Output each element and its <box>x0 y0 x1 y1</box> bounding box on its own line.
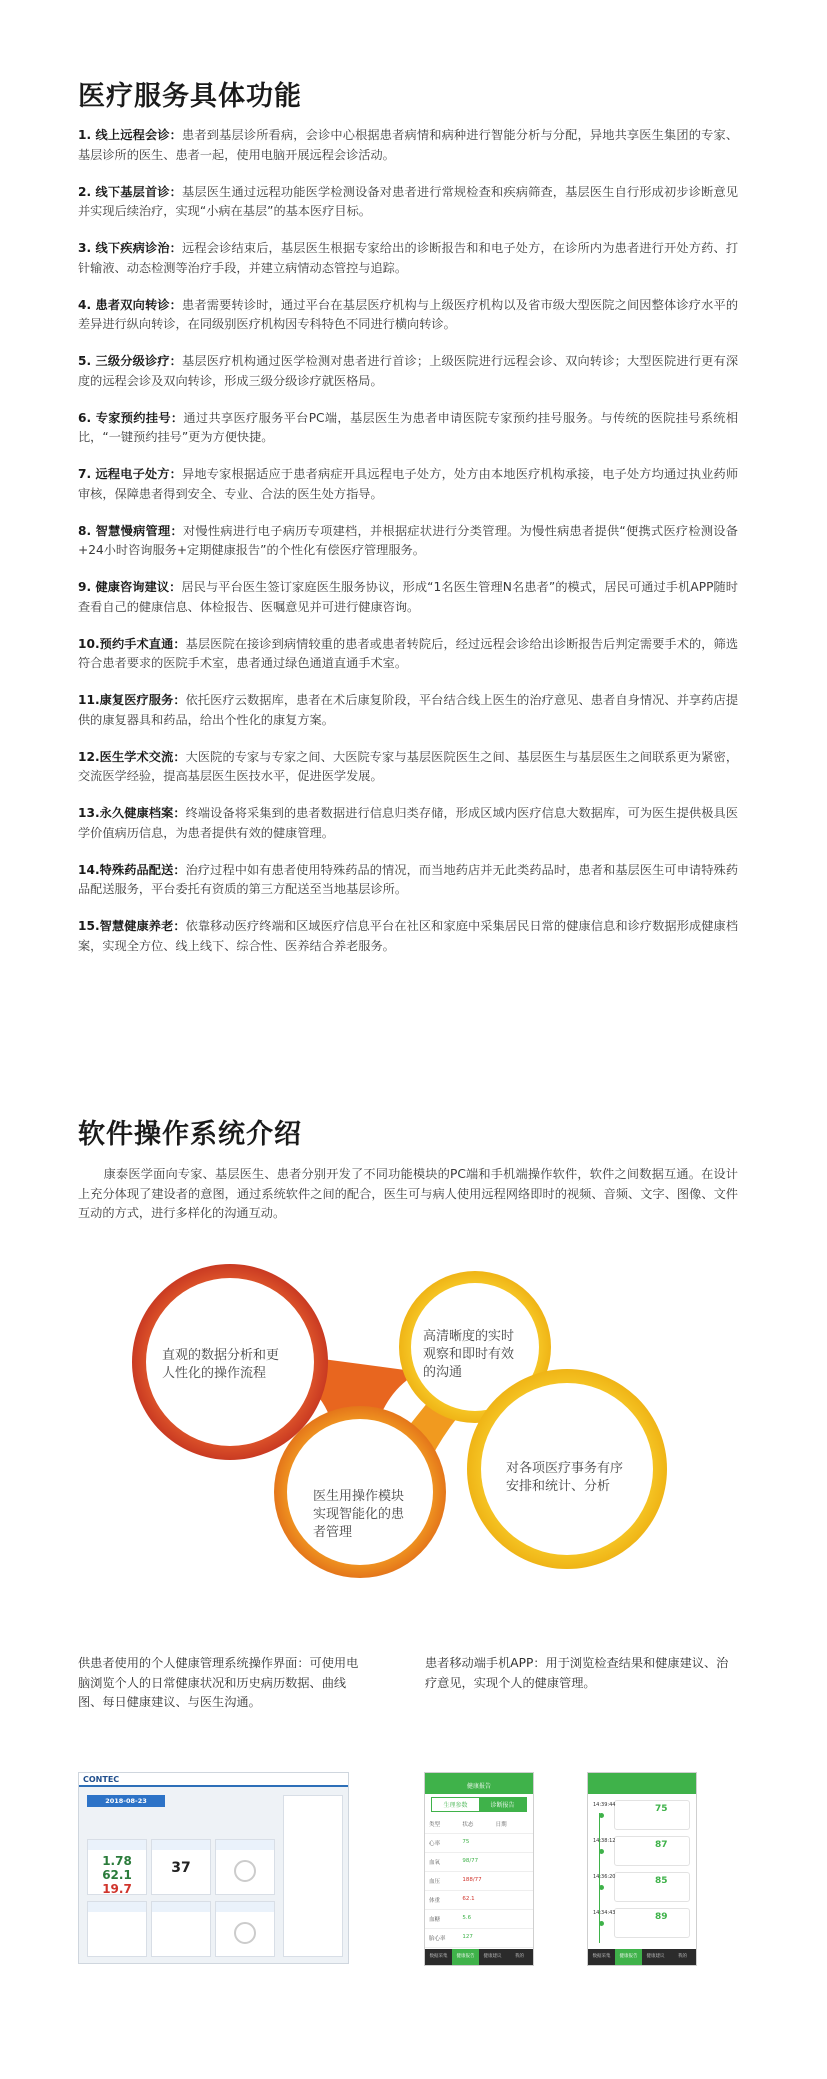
feature-bubbles-diagram <box>120 1262 680 1592</box>
bubble-text: 观察和即时有效 <box>423 1347 515 1362</box>
list-item: 6. 专家预约挂号：通过共享医疗服务平台PC端，基层医生为患者申请医院专家预约挂号服务。与传统的医院挂号系统相比，“一键预约挂号”更为方便快捷。 <box>78 410 739 444</box>
list-item: 5. 三级分级诊疗：基层医疗机构通过医学检测对患者进行首诊；上级医院进行远程会诊、双向转诊；大型医院进行更有深度的远程会诊及双向转诊，形成三级分级诊疗就医格局。 <box>78 354 739 388</box>
nav-mine[interactable]: 我的 <box>515 1954 524 1959</box>
list-item: 7. 远程电子处方：异地专家根据适应于患者病症开具远程电子处方，处方由本地医疗机构承接，电子处方均通过执业药师审核，保障患者得到安全、专业、合法的医生处方指导。 <box>78 467 739 501</box>
table-row[interactable]: 血压 188/77 <box>425 1872 533 1891</box>
list-item: 14.特殊药品配送：治疗过程中如有患者使用特殊药品的情况，而当地药店并无此类药品时，患者和基层医生可申请特殊药品配送服务，平台委托有资质的第三方配送至当地基层诊所。 <box>78 862 739 896</box>
phone-heart-rate-timeline <box>587 1772 697 1966</box>
list-item: 9. 健康咨询建议：居民与平台医生签订家庭医生服务协议，形成“1名医生管理N名患者”的模式，居民可通过手机APP随时查看自己的健康信息、体检报告、医嘱意见并可进行健康咨询。 <box>78 580 738 614</box>
list-item: 1. 线上远程会诊：患者到基层诊所看病，会诊中心根据患者病情和病种进行智能分析与分配，异地共享医生集团的专家、基层诊所的医生、患者一起，使用电脑开展远程会诊活动。 <box>78 128 739 162</box>
record-card[interactable]: 14:39:44 75 <box>614 1800 690 1830</box>
bubble-text: 医生用操作模块 <box>313 1489 405 1504</box>
record-card[interactable]: 14:34:43 89 <box>614 1908 690 1938</box>
nav-advice[interactable]: 健康建议 <box>483 1954 502 1959</box>
table-row[interactable]: 体重 62.1 <box>425 1891 533 1910</box>
bubble-text: 实现智能化的患 <box>313 1507 405 1522</box>
nav-collect[interactable]: 数据采集 <box>429 1954 448 1959</box>
list-item: 2. 线下基层首诊：基层医生通过远程功能医学检测设备对患者进行常规检查和疾病筛查，基层医生自行形成初步诊断意见并实现后续治疗，实现“小病在基层”的基本医疗目标。 <box>78 184 739 218</box>
list-item: 3. 线下疾病诊治：远程会诊结束后，基层医生根据专家给出的诊断报告和和电子处方，在诊所内为患者进行开处方药、打针输液、动态检测等治疗手段，并建立病情动态管控与追踪。 <box>78 241 739 275</box>
list-item: 15.智慧健康养老：依靠移动医疗终端和区域医疗信息平台在社区和家庭中采集居民日常的健康信息和诊疗数据形成健康档案，实现全方位、线上线下、综合性、医养结合养老服务。 <box>78 919 739 953</box>
software-intro: 康泰医学面向专家、基层医生、患者分别开发了不同功能模块的PC端和手机端操作软件，软件之间数据互通。在设计上充分体现了建设者的意图，通过系统软件之间的配合，医生可与病人使用远程网络即时的视频、音频、文字、图像、文件互动的方式，进行多样化的沟通互动。 <box>78 1167 738 1220</box>
service-list <box>78 126 738 974</box>
phone-health-report: 健康报告 生理参数 诊断报告 类型 状态 日期 心率 75 血氧 98/77 血压 188/77 体重 62.1 血糖 5.6 胎心率 127 数据采集 健康报告 健康建议 我的 <box>424 1772 534 1966</box>
table-row[interactable]: 心率 75 <box>425 1834 533 1853</box>
pc-date: 2018-08-23 <box>87 1795 165 1807</box>
nav-mine[interactable]: 我的 <box>678 1954 687 1959</box>
list-item: 8. 智慧慢病管理：对慢性病进行电子病历专项建档，并根据症状进行分类管理。为慢性病患者提供“便携式医疗检测设备+24小时咨询服务+定期健康报告”的个性化有偿医疗管理服务。 <box>78 523 738 557</box>
record-card[interactable]: 14:36:20 85 <box>614 1872 690 1902</box>
bubble-text: 的沟通 <box>423 1365 463 1380</box>
bubble-text: 安排和统计、分析 <box>506 1479 611 1494</box>
table-row[interactable]: 血氧 98/77 <box>425 1853 533 1872</box>
empty-state-icon <box>234 1922 256 1944</box>
bottom-nav <box>588 1949 696 1965</box>
table-row[interactable]: 胎心率 127 <box>425 1929 533 1948</box>
pc-panel: 37 <box>151 1839 211 1895</box>
bottom-nav <box>425 1949 533 1965</box>
bubble-text: 人性化的操作流程 <box>162 1366 267 1381</box>
list-item: 11.康复医疗服务：依托医疗云数据库，患者在术后康复阶段，平台结合线上医生的治疗意见、患者自身情况、并享药店提供的康复器具和药品，给出个性化的康复方案。 <box>78 693 739 727</box>
bubble-text: 对各项医疗事务有序 <box>506 1461 624 1476</box>
list-item: 10.预约手术直通：基层医院在接诊到病情较重的患者或患者转院后，经过远程会诊给出诊断报告后判定需要手术的，筛选符合患者要求的医院手术室，患者通过绿色通道直通手术室。 <box>78 636 739 670</box>
nav-advice[interactable]: 健康建议 <box>646 1954 665 1959</box>
section-title-software: 软件操作系统介绍 <box>78 1119 302 1150</box>
list-item: 4. 患者双向转诊：患者需要转诊时，通过平台在基层医疗机构与上级医疗机构以及省市级大型医院之间因整体诊疗水平的差异进行纵向转诊，在同级别医疗机构因专科特色不同进行横向转诊。 <box>78 297 739 331</box>
bubble-text: 者管理 <box>313 1525 353 1540</box>
list-item: 12.医生学术交流：大医院的专家与专家之间、大医院专家与基层医院医生之间、基层医生与基层医生之间联系更为紧密，交流医学经验，提高基层医生医技水平，促进医学发展。 <box>78 749 739 783</box>
nav-report[interactable]: 健康报告 <box>452 1949 479 1965</box>
section-title-services: 医疗服务具体功能 <box>78 81 302 112</box>
tab-physio[interactable]: 生理参数 <box>443 1802 468 1809</box>
record-card[interactable]: 14:38:12 87 <box>614 1836 690 1866</box>
nav-report[interactable]: 健康报告 <box>615 1949 642 1965</box>
pc-panel <box>87 1901 147 1957</box>
tab-diagnosis[interactable]: 诊断报告 <box>479 1798 526 1811</box>
pc-system-screenshot <box>78 1772 349 1964</box>
caption-mobile-app: 患者移动端手机APP：用于浏览检查结果和健康建议、治疗意见，实现个人的健康管理。 <box>425 1656 729 1690</box>
pc-panel <box>151 1901 211 1957</box>
empty-state-icon <box>234 1860 256 1882</box>
caption-pc-system: 供患者使用的个人健康管理系统操作界面：可使用电脑浏览个人的日常健康状况和历史病历数据、曲线图、每日健康建议、与医生沟通。 <box>78 1656 359 1709</box>
table-header: 类型 状态 日期 <box>425 1815 533 1834</box>
list-item: 13.永久健康档案：终端设备将采集到的患者数据进行信息归类存储，形成区域内医疗信息大数据库，可为医生提供极具医学价值病历信息，为患者提供有效的健康管理。 <box>78 806 739 840</box>
bubble-text: 高清晰度的实时 <box>423 1329 515 1344</box>
pc-panel: 1.78 62.1 19.7 <box>87 1839 147 1895</box>
table-row[interactable]: 血糖 5.6 <box>425 1910 533 1929</box>
contec-logo: CONTEC <box>83 1774 120 1784</box>
nav-collect[interactable]: 数据采集 <box>592 1954 611 1959</box>
pc-panel <box>215 1901 275 1957</box>
pc-panel <box>215 1839 275 1895</box>
pc-side-panel <box>283 1795 343 1957</box>
bubble-text: 直观的数据分析和更 <box>162 1348 280 1363</box>
